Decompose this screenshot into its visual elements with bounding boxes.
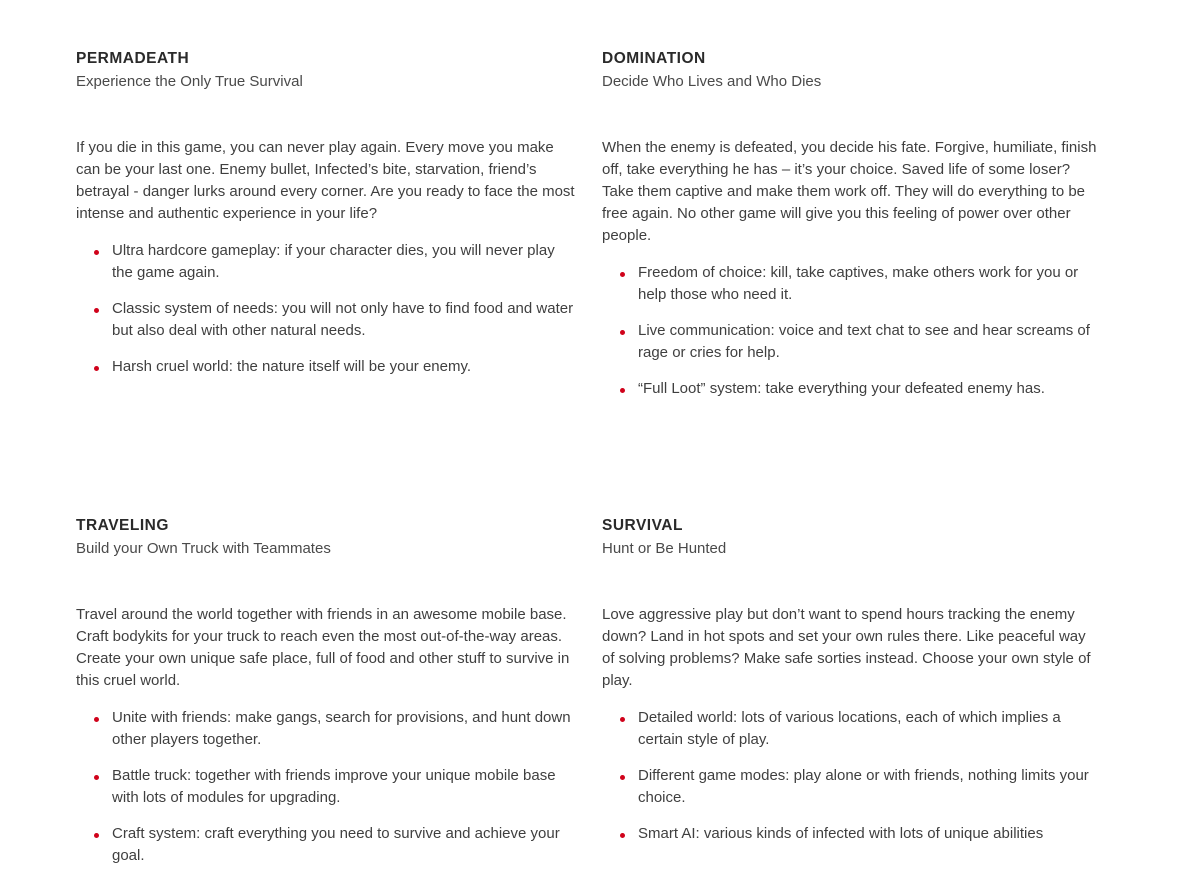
feature-text: Detailed world: lots of various locations, each of which implies a certain style of play.	[638, 709, 1061, 748]
section-title: PERMADEATH	[76, 50, 190, 67]
bullet-icon	[620, 833, 625, 838]
section-description: Travel around the world together with friends in an awesome mobile base. Craft bodykits for your truck to reach even the most out-of-the-way areas. Create your own unique safe place, full of food and other stuff to survive in this cruel world.	[76, 606, 570, 689]
section-domination	[602, 49, 1102, 414]
feature-item	[76, 707, 576, 751]
bullet-icon	[620, 775, 625, 780]
section-description: If you die in this game, you can never play again. Every move you make can be your last one. Enemy bullet, Infected’s bite, starvation, friend’s betrayal - danger lurks around every corner. Are you ready to face the most intense and authentic experience in your life?	[76, 139, 575, 222]
feature-item	[76, 765, 576, 809]
bullet-icon	[620, 717, 625, 722]
feature-list	[76, 707, 576, 867]
feature-text: Battle truck: together with friends improve your unique mobile base with lots of modules for upgrading.	[112, 767, 556, 806]
feature-list	[602, 707, 1102, 845]
section-subtitle: Decide Who Lives and Who Dies	[602, 73, 822, 90]
bullet-icon	[620, 388, 625, 393]
feature-item	[76, 356, 576, 378]
feature-item	[602, 765, 1102, 809]
feature-text: “Full Loot” system: take everything your defeated enemy has.	[638, 380, 1045, 397]
section-title: SURVIVAL	[602, 517, 683, 534]
feature-item	[602, 320, 1102, 364]
section-permadeath	[76, 49, 576, 392]
section-survival	[602, 516, 1102, 859]
feature-text: Freedom of choice: kill, take captives, make others work for you or help those who need it.	[638, 264, 1079, 303]
feature-item	[76, 298, 576, 342]
bullet-icon	[94, 250, 99, 255]
feature-text: Live communication: voice and text chat to see and hear screams of rage or cries for help.	[638, 322, 1090, 361]
bullet-icon	[94, 366, 99, 371]
feature-item	[76, 240, 576, 284]
feature-list	[602, 262, 1102, 400]
bullet-icon	[94, 717, 99, 722]
section-title: TRAVELING	[76, 517, 169, 534]
feature-text: Different game modes: play alone or with friends, nothing limits your choice.	[638, 767, 1089, 806]
feature-item	[76, 823, 576, 867]
feature-text: Ultra hardcore gameplay: if your character dies, you will never play the game again.	[112, 242, 555, 281]
feature-item	[602, 378, 1102, 400]
bullet-icon	[620, 272, 625, 277]
feature-text: Smart AI: various kinds of infected with lots of unique abilities	[638, 825, 1044, 842]
feature-text: Classic system of needs: you will not only have to find food and water but also deal with other natural needs.	[112, 300, 574, 339]
feature-item	[602, 262, 1102, 306]
feature-text: Craft system: craft everything you need to survive and achieve your goal.	[112, 825, 560, 864]
bullet-icon	[94, 308, 99, 313]
section-description: When the enemy is defeated, you decide his fate. Forgive, humiliate, finish off, take everything he has – it’s your choice. Saved life of some loser? Take them captive and make them work off. They will do everything to be free again. No other game will give you this feeling of power over other people.	[602, 139, 1097, 244]
feature-text: Harsh cruel world: the nature itself will be your enemy.	[112, 358, 472, 375]
feature-list	[76, 240, 576, 378]
section-traveling	[76, 516, 576, 881]
bullet-icon	[94, 775, 99, 780]
feature-text: Unite with friends: make gangs, search for provisions, and hunt down other players together.	[112, 709, 571, 748]
section-subtitle: Hunt or Be Hunted	[602, 540, 727, 557]
section-title: DOMINATION	[602, 50, 706, 67]
bullet-icon	[620, 330, 625, 335]
bullet-icon	[94, 833, 99, 838]
feature-item	[602, 707, 1102, 751]
section-subtitle: Experience the Only True Survival	[76, 73, 303, 90]
section-subtitle: Build your Own Truck with Teammates	[76, 540, 331, 557]
feature-item	[602, 823, 1102, 845]
section-description: Love aggressive play but don’t want to spend hours tracking the enemy down? Land in hot spots and set your own rules there. Like peaceful way of solving problems? Make safe sorties instead. Choose your own style of play.	[602, 606, 1091, 689]
